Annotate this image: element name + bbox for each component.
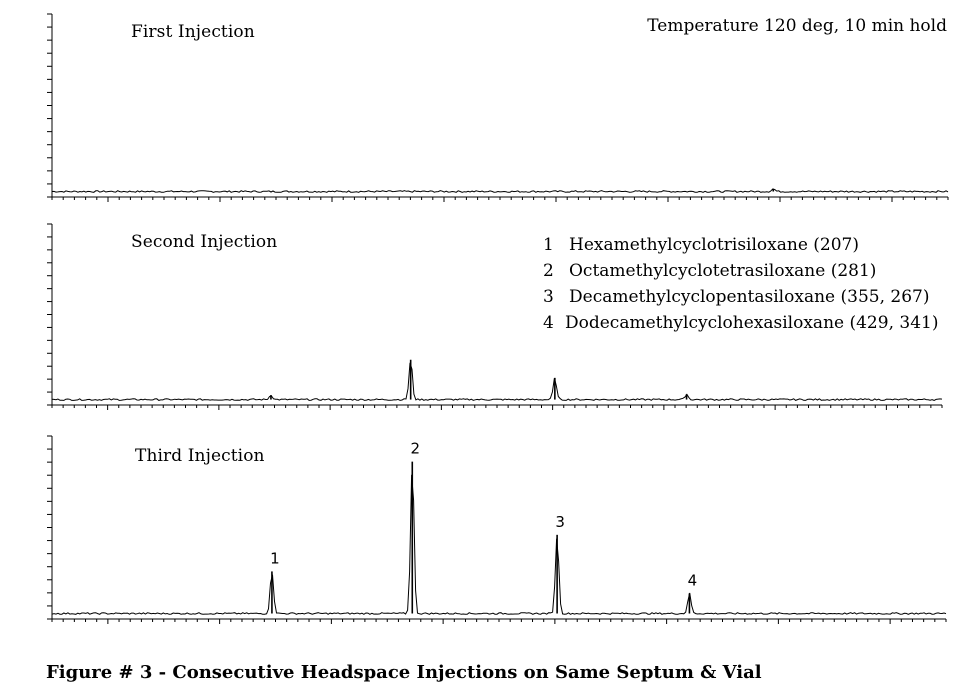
panel-title-second-injection: Second Injection [131,232,278,252]
figure-caption: Figure # 3 - Consecutive Headspace Injections on Same Septum & Vial [46,662,762,683]
legend-label: Decamethylcyclopentasiloxane (355, 267) [569,287,930,307]
legend-number: 3 [543,287,554,307]
chromatogram-trace [52,363,942,401]
legend-number: 4 [543,313,554,333]
panel-title-first-injection: First Injection [131,22,255,42]
panel-title-third-injection: Third Injection [135,446,265,466]
legend-label: Dodecamethylcyclohexasiloxane (429, 341) [565,313,939,333]
legend-number: 2 [543,261,554,281]
chromatogram-trace [52,475,946,615]
chromatogram-trace [52,189,948,192]
legend-label: Octamethylcyclotetrasiloxane (281) [569,261,877,281]
temperature-note: Temperature 120 deg, 10 min hold [647,16,947,36]
peak-label: 3 [555,512,565,531]
legend-item-2 [543,261,876,281]
legend-number: 1 [543,235,554,255]
legend-item-3 [543,287,929,307]
legend-item-1 [543,235,859,255]
peak-label: 1 [270,549,280,568]
legend-item-4 [543,313,938,333]
peak-label: 2 [410,439,421,458]
legend-label: Hexamethylcyclotrisiloxane (207) [569,235,860,255]
peak-label: 4 [687,571,698,590]
